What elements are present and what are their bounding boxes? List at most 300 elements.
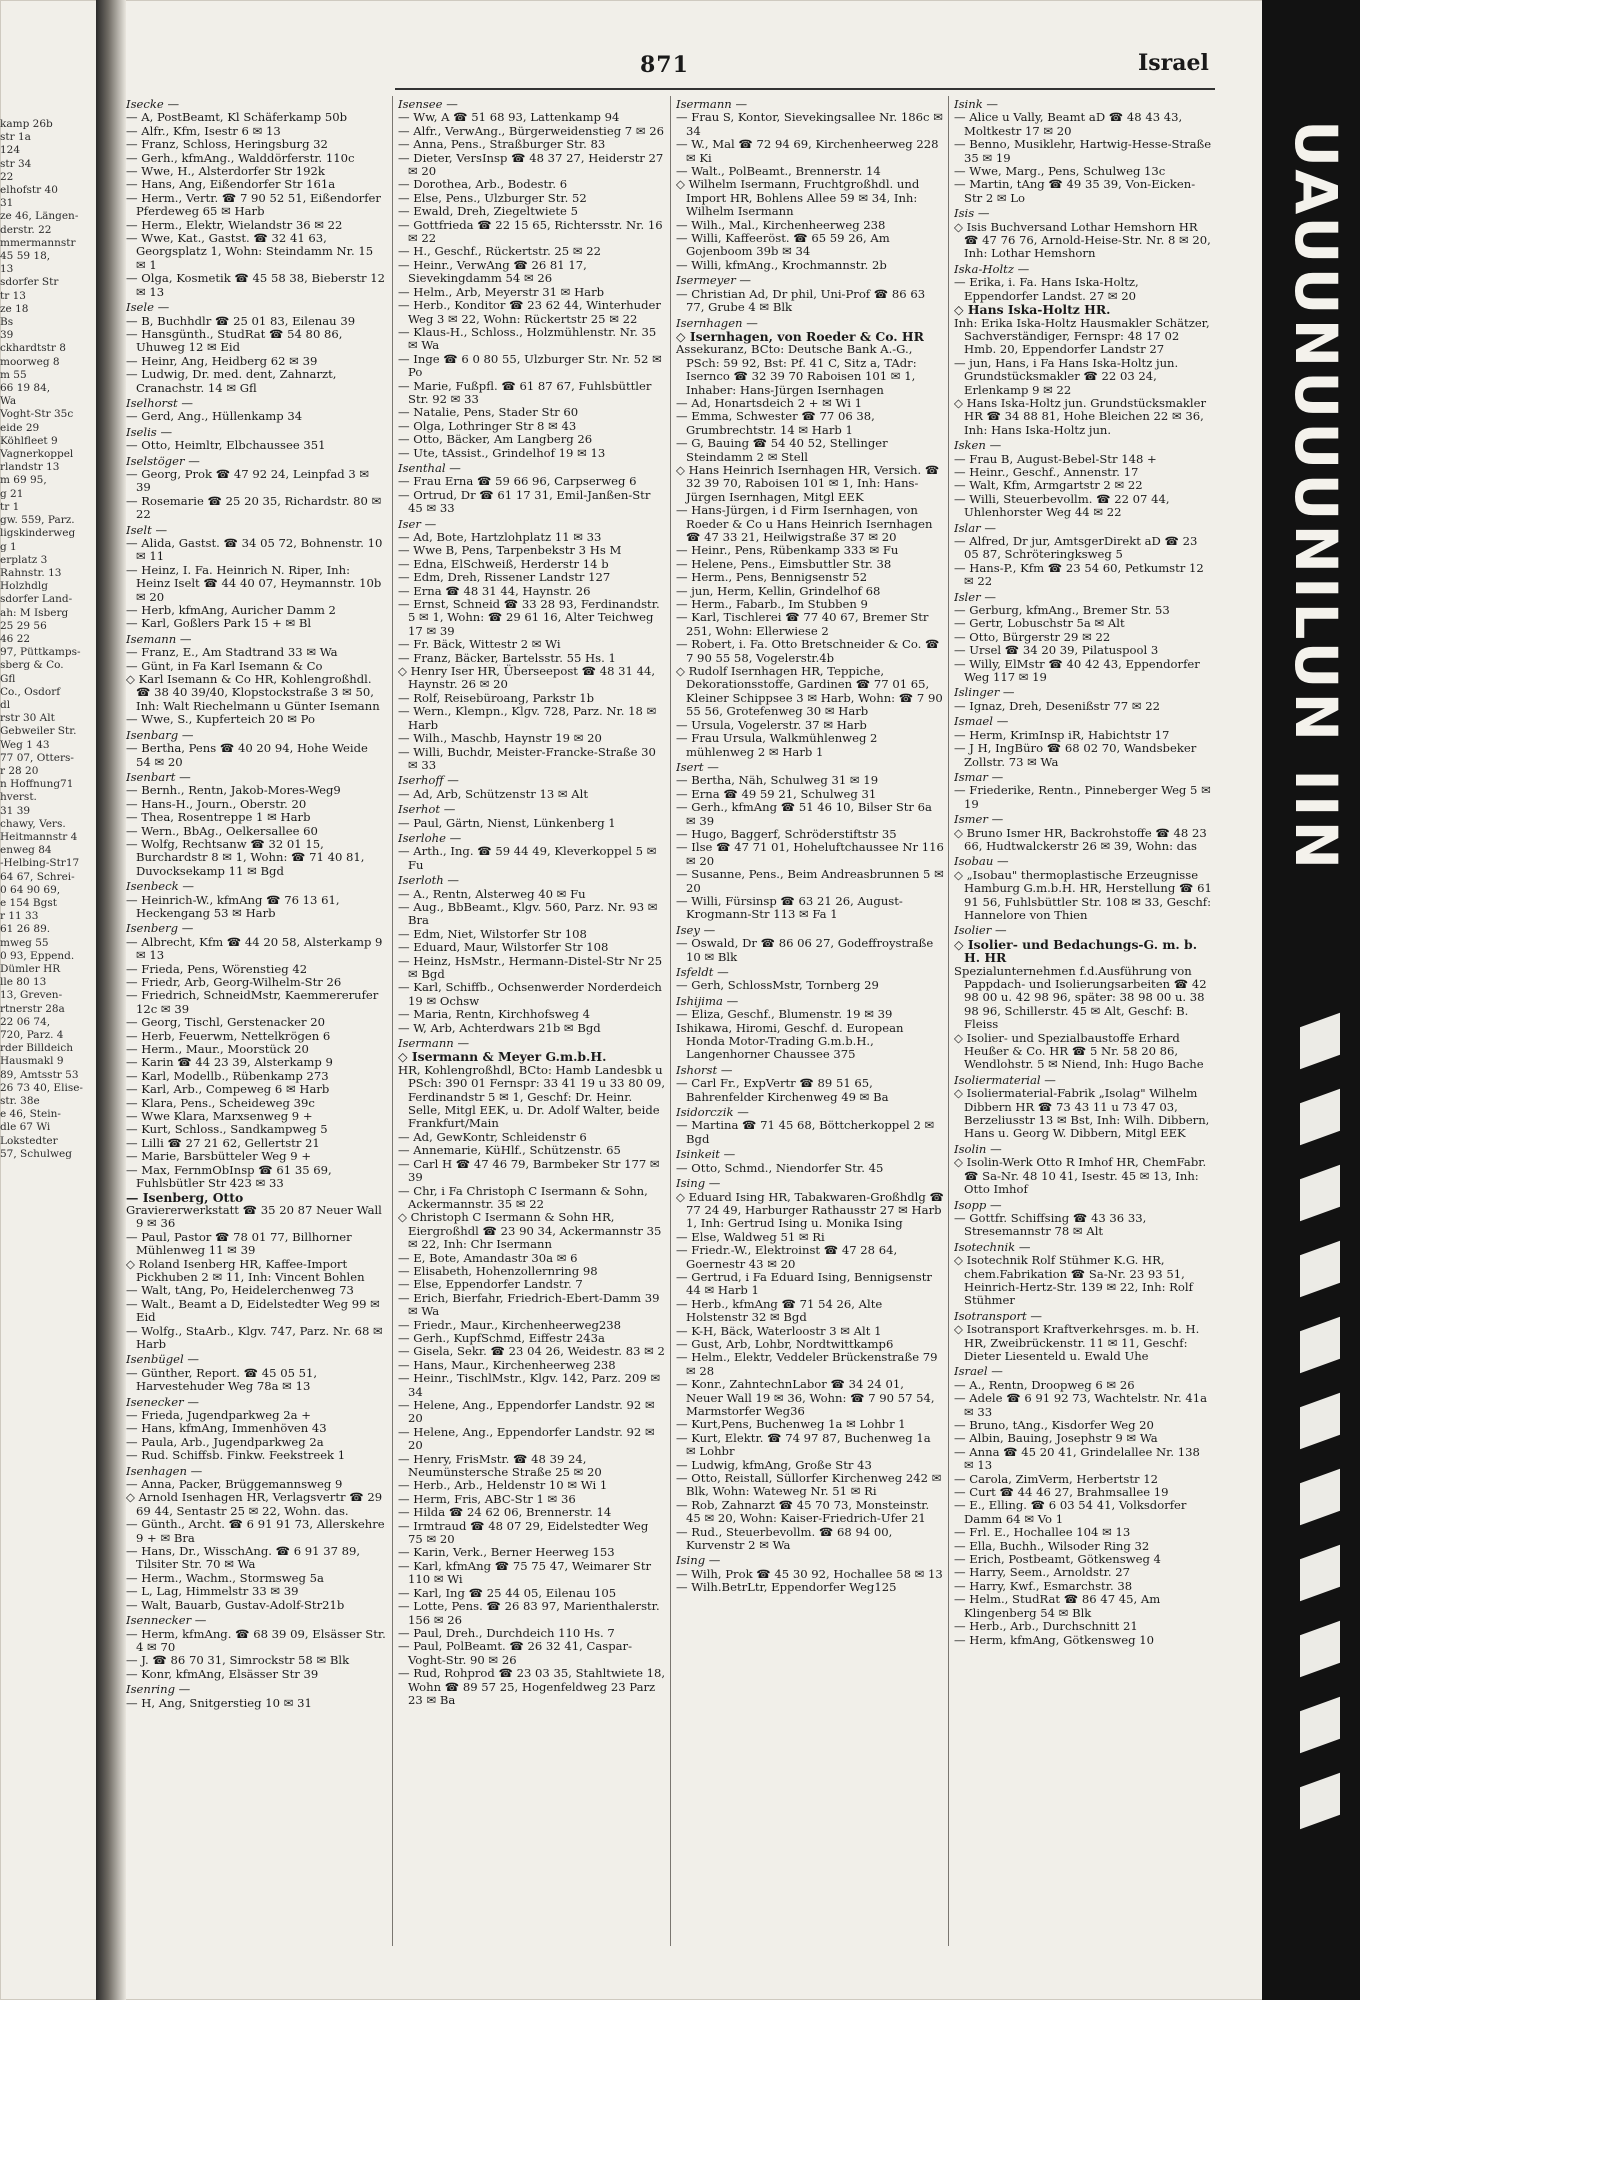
directory-entry: — Dieter, VersInsp ☎ 48 37 27, Heiderstr 27 ✉ 20 — [398, 150, 664, 179]
directory-entry: ◇ Isis Buchversand Lothar Hemshorn HR ☎ 47 76 76, Arnold-Heise-Str. Nr. 8 ✉ 20, Inh: Lothar Hemshorn — [954, 219, 1211, 261]
directory-entry: — A, PostBeamt, Kl Schäferkamp 50b — [126, 110, 348, 125]
surname-heading: Isemann — — [126, 631, 192, 646]
directory-entry: — Paula, Arb., Jugendparkweg 2a — [126, 1434, 324, 1449]
previous-page-fragment: Vagnerkoppel — [0, 448, 74, 461]
directory-entry: — Herm., Pens, Bennigsenstr 52 — [676, 570, 868, 585]
directory-entry: ◇ Karl Isemann & Co HR, Kohlengroßhdl. ☎ 38 40 39/40, Klopstockstraße 3 ✉ 50, Inh: Walt Riechelmann u Günter Isemann — [126, 672, 380, 713]
directory-entry: — Else, Eppendorfer Landstr. 7 — [398, 1277, 583, 1292]
directory-entry: — Herb., Arb., Heldenstr 10 ✉ Wi 1 — [398, 1478, 608, 1493]
directory-entry: — Franz, Bäcker, Bartelsstr. 55 Hs. 1 — [398, 650, 616, 665]
previous-page-fragment: Bs — [0, 316, 14, 329]
directory-entry: — Emma, Schwester ☎ 77 06 38, Grumbrechtstr. 14 ✉ Harb 1 — [676, 409, 875, 437]
previous-page-fragment: hverst. — [0, 791, 37, 804]
directory-entry: ◇ Hans Iska-Holtz jun. Grundstücksmakler HR ☎ 34 88 81, Hohe Bleichen 22 ✉ 36, Inh: Hans Iska-Holtz jun. — [954, 395, 1207, 437]
directory-entry: — Herm, Fris, ABC-Str 1 ✉ 36 — [398, 1491, 576, 1506]
previous-page-fragment: r 28 20 — [0, 764, 39, 777]
directory-entry: — Herm., Fabarb., Im Stubben 9 — [676, 597, 868, 612]
directory-entry: — Günt, in Fa Karl Isemann & Co — [126, 658, 323, 673]
directory-entry: — Herb., Konditor ☎ 23 62 44, Winterhuder Weg 3 ✉ 22, Wohn: Rückertstr 25 ✉ 22 — [398, 298, 661, 326]
directory-entry: — Helene, Ang., Eppendorfer Landstr. 92 ✉ 20 — [398, 1424, 655, 1453]
directory-entry: — Wolfg, Rechtsanw ☎ 32 01 15, Burchardstr 8 ✉ 1, Wohn: ☎ 71 40 81, Duvocksekamp 11 ✉ Bgd — [126, 836, 365, 878]
previous-page-fragment: derstr. 22 — [0, 223, 52, 236]
previous-page-fragment: Weg 1 43 — [0, 738, 50, 751]
directory-entry: — Albin, Bauing, Josephstr 9 ✉ Wa — [954, 1431, 1158, 1446]
directory-entry: — Ad, GewKontr, Schleidenstr 6 — [398, 1129, 587, 1144]
directory-entry: — Wilh., Maschb, Haynstr 19 ✉ 20 — [398, 731, 602, 746]
directory-entry: — Rud. Schiffsb. Finkw. Feekstreek 1 — [126, 1448, 346, 1463]
directory-entry: — Willi, Buchdr, Meister-Francke-Straße 30 ✉ 33 — [398, 744, 656, 772]
edge-mark — [1300, 1089, 1340, 1146]
previous-page-fragment: g 1 — [0, 540, 17, 553]
directory-entry: — Heinr., TischlMstr., Klgv. 142, Parz. 209 ✉ 34 — [398, 1371, 661, 1399]
directory-entry: — Karl, Goßlers Park 15 + ✉ Bl — [126, 616, 312, 631]
directory-entry: ◇ Christoph C Isermann & Sohn HR, Eiergroßhdl ☎ 23 90 34, Ackermannstr 35 ✉ 22, Inh: Chr Isermann — [398, 1210, 662, 1252]
surname-heading: Ishijima — — [676, 993, 739, 1008]
directory-entry: — Alfred, Dr jur, AmtsgerDirekt aD ☎ 23 05 87, Schröteringksweg 5 — [954, 534, 1198, 562]
previous-page-fragment: 720, Parz. 4 — [0, 1029, 64, 1042]
surname-heading: Isken — — [954, 438, 1002, 453]
directory-entry: — Gerh., kfmAng., Walddörferstr. 110c — [126, 150, 355, 165]
surname-heading: Iserloth — — [398, 873, 460, 888]
directory-entry: — Karl, Arb., Compeweg 6 ✉ Harb — [126, 1082, 330, 1097]
directory-entry: — Hans, Ang, Eißendorfer Str 161a — [126, 177, 336, 192]
directory-entry: — Frau S, Kontor, Sievekingsallee Nr. 186c ✉ 34 — [676, 110, 943, 138]
directory-entry: — Paul, Dreh., Durchdeich 110 Hs. 7 — [398, 1625, 615, 1640]
directory-entry: — Otto, Schmd., Niendorfer Str. 45 — [676, 1160, 884, 1175]
directory-entry: — Franz, Schloss, Heringsburg 32 — [126, 137, 328, 152]
surname-heading: Isenbarg — — [126, 727, 194, 742]
previous-page-fragment: n Hoffnung71 — [0, 778, 74, 791]
previous-page-fragment: dl — [0, 698, 11, 711]
previous-page-fragment: 45 59 18, — [0, 250, 51, 263]
surname-heading: Iska-Holtz — — [954, 261, 1030, 276]
previous-page-fragment: str 1a — [0, 131, 31, 144]
previous-page-fragment: enweg 84 — [0, 844, 52, 857]
directory-entry: — Olga, Lothringer Str 8 ✉ 43 — [398, 418, 577, 433]
previous-page-fragment: g 21 — [0, 487, 24, 500]
directory-entry: — Susanne, Pens., Beim Andreasbrunnen 5 ✉ 20 — [676, 867, 944, 895]
surname-heading: Isenbügel — — [126, 1352, 200, 1367]
directory-entry: — Natalie, Pens, Stader Str 60 — [398, 405, 579, 420]
surname-heading: Iser — — [398, 516, 437, 531]
previous-page-fragment: Lokstedter — [0, 1134, 58, 1147]
directory-entry: — Walt, tAng, Po, Heidelerchenweg 73 — [126, 1283, 354, 1298]
directory-entry: — Kurt, Elektr. ☎ 74 97 87, Buchenweg 1a ✉ Lohbr — [676, 1430, 931, 1459]
page-number: 871 — [640, 52, 689, 78]
directory-entry: — Heinz, HsMstr., Hermann-Distel-Str Nr 25 ✉ Bgd — [398, 953, 663, 981]
directory-entry: — Herm., Maur., Moorstück 20 — [126, 1042, 309, 1057]
previous-page-fragment: 61 26 89. — [0, 923, 51, 936]
directory-entry: — Wwe, Marg., Pens, Schulweg 13c — [954, 164, 1166, 179]
previous-page-fragment: 64 67, Schrei- — [0, 870, 75, 883]
directory-entry: — Heinrich-W., kfmAng ☎ 76 13 61, Heckengang 53 ✉ Harb — [126, 892, 340, 920]
directory-entry: — Irmtraud ☎ 48 07 29, Eidelstedter Weg 75 ✉ 20 — [398, 1518, 649, 1547]
previous-page-fragment: ckhardtstr 8 — [0, 342, 66, 355]
directory-entry: — A., Rentn, Alsterweg 40 ✉ Fu — [398, 886, 586, 901]
directory-entry: — Helene, Pens., Eimsbuttler Str. 38 — [676, 556, 892, 571]
directory-entry: — B, Buchhdlr ☎ 25 01 83, Eilenau 39 — [126, 313, 356, 328]
surname-heading: Islar — — [954, 520, 996, 535]
edge-thumb-index-text: UAUUNUUUNILUN IIN — [1282, 120, 1350, 873]
directory-entry: — Wern., Klempn., Klgv. 728, Parz. Nr. 18 ✉ Harb — [398, 704, 657, 732]
directory-entry: — Wwe, S., Kupferteich 20 ✉ Po — [126, 712, 315, 727]
directory-entry: — Günth., Archt. ☎ 6 91 91 73, Allerskehre 9 + ✉ Bra — [126, 1517, 385, 1545]
directory-entry: — Rob, Zahnarzt ☎ 45 70 73, Monsteinstr. 45 ✉ 20, Wohn: Kaiser-Friedrich-Ufer 21 — [676, 1497, 930, 1526]
directory-entry: — Ewald, Dreh, Ziegeltwiete 5 — [398, 204, 578, 219]
previous-page-fragment: Co., Osdorf — [0, 685, 61, 698]
previous-page-fragment: elhofstr 40 — [0, 184, 58, 197]
directory-entry: — Rosemarie ☎ 25 20 35, Richardstr. 80 ✉ 22 — [126, 493, 382, 522]
previous-page-fragment: Wa — [0, 395, 17, 408]
previous-page-fragment: Dümler HR — [0, 963, 61, 975]
edge-thumb-marks — [1300, 1020, 1340, 1880]
directory-entry: — Helene, Ang., Eppendorfer Landstr. 92 ✉ 20 — [398, 1398, 655, 1426]
directory-entry: — Heinr., Pens, Rübenkamp 333 ✉ Fu — [676, 543, 899, 558]
surname-heading: Isey — — [676, 922, 716, 937]
previous-page-fragment: 0 93, Eppend. — [0, 949, 75, 962]
directory-entry: — Otto, Heimltr, Elbchaussee 351 — [126, 438, 326, 453]
directory-entry: — Gertrud, i Fa Eduard Ising, Bennigsenstr 44 ✉ Harb 1 — [676, 1269, 932, 1298]
previous-page-fragment: ze 46, Längen- — [0, 210, 79, 223]
directory-entry: — Henry, FrisMstr. ☎ 48 39 24, Neumünstersche Straße 25 ✉ 20 — [398, 1451, 602, 1480]
firm-entry-bold: ◇ Isernhagen, von Roeder & Co. HR — [676, 328, 924, 344]
directory-entry: — Paul, Pastor ☎ 78 01 77, Billhorner Mühlenweg 11 ✉ 39 — [126, 1229, 352, 1258]
directory-entry: — Marie, Fußpfl. ☎ 61 87 67, Fuhlsbüttler Str. 92 ✉ 33 — [398, 378, 652, 406]
previous-page-fragment: tr 13 — [0, 289, 26, 302]
directory-entry: — Gertr, Lobuschstr 5a ✉ Alt — [954, 616, 1125, 631]
directory-entry: — Ad, Arb, Schützenstr 13 ✉ Alt — [398, 786, 589, 801]
directory-entry: — Rolf, Reisebüroang, Parkstr 1b — [398, 690, 595, 705]
directory-entry: — Walt., Beamt a D, Eidelstedter Weg 99 ✉ Eid — [126, 1296, 380, 1325]
previous-page-fragment: Gfl — [0, 672, 16, 685]
directory-entry: — Heinz, I. Fa. Heinrich N. Riper, Inh: Heinz Iselt ☎ 44 40 07, Heymannstr. 10b ✉ 20 — [126, 562, 382, 604]
directory-entry: — Herm., Elektr, Wielandstr 36 ✉ 22 — [126, 217, 343, 232]
directory-entry: — Karl, Schiffb., Ochsenwerder Norderdeich 19 ✉ Ochsw — [398, 980, 662, 1008]
surname-heading: Iselis — — [126, 424, 173, 439]
directory-entry: — jun, Hans, i Fa Hans Iska-Holtz jun. Grundstücksmakler ☎ 22 03 24, Erlenkamp 9 ✉ 22 — [954, 355, 1179, 397]
previous-page-fragment: chawy, Vers. — [0, 817, 66, 830]
surname-heading: Isoliermaterial — — [954, 1072, 1056, 1087]
previous-page-fragment: moorweg 8 — [0, 355, 60, 368]
directory-entry: ◇ Wilhelm Isermann, Fruchtgroßhdl. und Import HR, Bohlens Allee 59 ✉ 34, Inh: Wilhelm Isermann — [676, 177, 920, 219]
directory-entry: — Adele ☎ 6 91 92 73, Wachtelstr. Nr. 41a ✉ 33 — [954, 1391, 1208, 1419]
previous-page-fragment: tr 1 — [0, 500, 20, 513]
directory-entry: — Christian Ad, Dr phil, Uni-Prof ☎ 86 63 77, Grube 4 ✉ Blk — [676, 286, 926, 315]
previous-page-fragment: e 154 Bgst — [0, 896, 57, 909]
surname-heading: Iselstöger — — [126, 453, 200, 468]
directory-entry: — Günther, Report. ☎ 45 05 51, Harvestehuder Weg 78a ✉ 13 — [126, 1365, 318, 1394]
previous-page-fragment: lle 80 13 — [0, 976, 47, 989]
directory-entry: ◇ Isotechnik Rolf Stühmer K.G. HR, chem.Fabrikation ☎ Sa-Nr. 23 93 51, Heinrich-Hertz-Str. 139 ✉ 22, Inh: Rolf Stühmer — [954, 1253, 1193, 1308]
directory-entry: — Hilda ☎ 24 62 06, Brennerstr. 14 — [398, 1505, 612, 1520]
directory-entry: Spezialunternehmen f.d.Ausführung von Pappdach- und Isolierungsarbeiten ☎ 42 98 00 u. 42 98 96, später: 38 98 00 u. 38 98 96, Schillerstr. 45 ✉ Alt, Geschf: B. Fleiss — [954, 963, 1207, 1032]
directory-entry: — Ursel ☎ 34 20 39, Pilatuspool 3 — [954, 643, 1159, 658]
directory-entry: — Franz, E., Am Stadtrand 33 ✉ Wa — [126, 645, 338, 660]
directory-entry: — Paul, PolBeamt. ☎ 26 32 41, Caspar-Voght-Str. 90 ✉ 26 — [398, 1639, 633, 1667]
directory-entry: — Erna ☎ 48 31 44, Haynstr. 26 — [398, 583, 591, 598]
surname-heading: Ising — — [676, 1176, 721, 1191]
surname-heading: Ismael — — [954, 714, 1009, 729]
directory-entry: — Heinr., VerwAng ☎ 26 81 17, Sievekingdamm 54 ✉ 26 — [398, 257, 587, 286]
directory-entry: — Hans, kfmAng, Immenhöven 43 — [126, 1421, 327, 1436]
previous-page-fragment: 39 — [0, 329, 14, 342]
directory-entry: — Friedr., Maur., Kirchenheerweg238 — [398, 1317, 622, 1332]
surname-heading: Isennecker — — [126, 1613, 207, 1628]
directory-entry: — Else, Pens., Ulzburger Str. 52 — [398, 190, 587, 205]
directory-entry: — Maria, Rentn, Kirchhofsweg 4 — [398, 1007, 590, 1022]
previous-page-fragment: 22 — [0, 170, 14, 183]
edge-mark — [1300, 1013, 1340, 1070]
directory-entry: — Inge ☎ 6 0 80 55, Ulzburger Str. Nr. 52 ✉ Po — [398, 351, 662, 380]
directory-entry: — Herm., Vertr. ☎ 7 90 52 51, Eißendorfer Pferdeweg 65 ✉ Harb — [126, 190, 381, 219]
directory-entry: — Karl, Modellb., Rübenkamp 273 — [126, 1068, 329, 1083]
directory-entry: — Erich, Postbeamt, Götkensweg 4 — [954, 1552, 1161, 1567]
previous-page-fragment: Köhlfleet 9 — [0, 434, 58, 447]
column-divider — [948, 96, 949, 1946]
directory-entry: — E., Elling. ☎ 6 03 54 41, Volksdorfer Damm 64 ✉ Vo 1 — [954, 1498, 1187, 1526]
previous-page-fragment: Hausmakl 9 — [0, 1055, 64, 1068]
directory-entry: — Wilh, Prok ☎ 45 30 92, Hochallee 58 ✉ 13 — [676, 1566, 943, 1581]
surname-heading: Ismar — — [954, 769, 1004, 784]
directory-entry: — Aug., BbBeamt., Klgv. 560, Parz. Nr. 93 ✉ Bra — [398, 899, 658, 928]
directory-entry: — Herm, kfmAng, Götkensweg 10 — [954, 1632, 1154, 1647]
directory-entry: — Karl, Ing ☎ 25 44 05, Eilenau 105 — [398, 1585, 617, 1600]
directory-entry: — H, Ang, Snitgerstieg 10 ✉ 31 — [126, 1695, 312, 1710]
previous-page-fragment: 31 — [0, 197, 14, 210]
surname-heading: Isermeyer — — [676, 273, 752, 288]
directory-entry: — W., Mal ☎ 72 94 69, Kirchenheerweg 228 ✉ Ki — [676, 137, 939, 165]
directory-entry: — G, Bauing ☎ 54 40 52, Stellinger Steindamm 2 ✉ Stell — [676, 436, 888, 464]
directory-entry: — Hans, Maur., Kirchenheerweg 238 — [398, 1357, 616, 1372]
directory-entry: — Elisabeth, Hohenzollernring 98 — [398, 1263, 598, 1278]
directory-entry: — Wilh., Mal., Kirchenheerweg 238 — [676, 217, 886, 232]
previous-page-fragment: rlandstr 13 — [0, 461, 60, 474]
directory-entry: — Robert, i. Fa. Otto Bretschneider & Co. ☎ 7 90 55 58, Vogelerstr.4b — [676, 637, 940, 665]
directory-entry: — Walt., PolBeamt., Brennerstr. 14 — [676, 164, 881, 179]
directory-entry: — jun, Herm, Kellin, Grindelhof 68 — [676, 583, 881, 598]
directory-entry: — Herm, KrimInsp iR, Habichtstr 17 — [954, 727, 1170, 742]
directory-entry: — Ludwig, kfmAng, Große Str 43 — [676, 1457, 872, 1472]
firm-entry-bold: ◇ Hans Iska-Holtz HR. — [954, 302, 1111, 318]
directory-entry: — Hans-H., Journ., Oberstr. 20 — [126, 796, 307, 811]
surname-heading: Isotechnik — — [954, 1239, 1031, 1254]
previous-page-fragment: ze 18 — [0, 302, 29, 315]
surname-heading: Isenring — — [126, 1682, 191, 1697]
column-divider — [670, 96, 671, 1946]
directory-entry: — Helm., Arb, Meyerstr 31 ✉ Harb — [398, 284, 605, 299]
directory-entry: — Annemarie, KüHlf., Schützenstr. 65 — [398, 1143, 621, 1158]
directory-entry: — Ute, tAssist., Grindelhof 19 ✉ 13 — [398, 445, 606, 460]
previous-page-fragment: 124 — [0, 144, 21, 157]
directory-entry: ◇ Roland Isenberg HR, Kaffee-Import Pickhuben 2 ✉ 11, Inh: Vincent Bohlen — [126, 1256, 365, 1284]
directory-entry: — Otto, Reistall, Süllorfer Kirchenweg 242 ✉ Blk, Wohn: Wateweg Nr. 51 ✉ Ri — [676, 1471, 942, 1499]
directory-entry: — Rud, Rohprod ☎ 23 03 35, Stahltwiete 18, Wohn ☎ 89 57 25, Hogenfeldweg 23 Parz 23 ✉ Ba — [398, 1666, 666, 1707]
directory-entry: — Klara, Pens., Scheideweg 39c — [126, 1095, 315, 1110]
directory-entry: — Wolfg., StaArb., Klgv. 747, Parz. Nr. 68 ✉ Harb — [126, 1323, 383, 1351]
directory-entry: — Curt ☎ 44 46 27, Brahmsallee 19 — [954, 1485, 1169, 1500]
previous-page-fragment: 26 73 40, Elise- — [0, 1081, 83, 1094]
directory-column-1 — [126, 96, 386, 1996]
directory-entry: — Anna ☎ 45 20 41, Grindelallee Nr. 138 ✉ 13 — [954, 1444, 1200, 1473]
directory-entry: — Willi, Steuerbevollm. ☎ 22 07 44, Uhlenhorster Weg 44 ✉ 22 — [954, 491, 1170, 520]
directory-entry: — Gottfr. Schiffsing ☎ 43 36 33, Stresemannstr 78 ✉ Alt — [954, 1210, 1147, 1239]
directory-entry: — Anna, Packer, Brüggemannsweg 9 — [126, 1477, 343, 1492]
directory-entry: — Willi, kfmAng., Krochmannstr. 2b — [676, 257, 887, 272]
directory-entry: — Ilse ☎ 47 71 01, Hoheluftchaussee Nr 116 ✉ 20 — [676, 840, 944, 868]
surname-heading: Iselhorst — — [126, 395, 193, 410]
directory-entry: — Wilh.BetrLtr, Eppendorfer Weg125 — [676, 1580, 897, 1595]
previous-page-fragment: m 69 95, — [0, 474, 47, 487]
previous-page-fragment: 46 22 — [0, 632, 31, 645]
directory-entry: — Helm., Elektr, Veddeler Brückenstraße 79 ✉ 28 — [676, 1350, 938, 1378]
directory-entry: — Ad, Honartsdeich 2 + ✉ Wi 1 — [676, 395, 863, 410]
directory-entry: Assekuranz, BCto: Deutsche Bank A.-G., PSch: 59 92, Bst: Pf. 41 C, Sitz a, TAdr: Isernco ☎ 32 39 70 Raboisen 101 ✉ 1, Inhaber: Hans-Jürgen Isernhagen — [676, 342, 917, 397]
surname-heading: Islinger — — [954, 685, 1015, 700]
firm-entry-bold: — Isenberg, Otto — [126, 1189, 244, 1205]
edge-mark — [1300, 1545, 1340, 1602]
previous-page-fragment: e 46, Stein- — [0, 1108, 61, 1121]
directory-entry: — Otto, Bäcker, Am Langberg 26 — [398, 432, 593, 447]
directory-entry: — Friederike, Rentn., Pinneberger Weg 5 ✉ 19 — [954, 783, 1211, 811]
surname-heading: Isotransport — — [954, 1308, 1042, 1323]
surname-heading: Iserhoff — — [398, 773, 459, 788]
directory-entry: ◇ Hans Heinrich Isernhagen HR, Versich. ☎ 32 39 70, Raboisen 101 ✉ 1, Inh: Hans-Jürgen Isernhagen, Mitgl EEK — [676, 462, 940, 504]
directory-entry: ◇ Isotransport Kraftverkehrsges. m. b. H. HR, Zweibrückenstr. 11 ✉ 11, Geschf: Dieter Liesenteld u. Ewald Uhe — [954, 1322, 1200, 1363]
directory-entry: — Karin, Verk., Berner Heerweg 153 — [398, 1545, 615, 1560]
directory-column-3 — [676, 96, 944, 1996]
directory-entry: — Alida, Gastst. ☎ 34 05 72, Bohnenstr. 10 ✉ 11 — [126, 536, 383, 564]
previous-page-fragment: Gebweiler Str. — [0, 725, 77, 738]
directory-entry: — Ignaz, Dreh, Desenißstr 77 ✉ 22 — [954, 698, 1160, 713]
directory-entry: — Olga, Kosmetik ☎ 45 58 38, Bieberstr 12 ✉ 13 — [126, 271, 386, 299]
firm-entry-bold: ◇ Isolier- und Bedachungs-G. m. b. H. HR — [954, 936, 1198, 966]
directory-entry: — Hugo, Baggerf, Schröderstiftstr 35 — [676, 826, 897, 841]
directory-entry: — Ernst, Schneid ☎ 33 28 93, Ferdinandstr. 5 ✉ 1, Wohn: ☎ 29 61 16, Alter Teichweg 17 ✉ 39 — [398, 597, 660, 638]
directory-entry: — Willy, ElMstr ☎ 40 42 43, Eppendorfer Weg 117 ✉ 19 — [954, 656, 1200, 685]
directory-entry: — Herb, kfmAng, Auricher Damm 2 — [126, 603, 336, 618]
directory-entry: — Frl. E., Hochallee 104 ✉ 13 — [954, 1525, 1131, 1540]
directory-entry: — Hans-P., Kfm ☎ 23 54 60, Petkumstr 12 ✉ 22 — [954, 560, 1204, 589]
directory-entry: — Edm, Niet, Wilstorfer Str 108 — [398, 926, 587, 941]
surname-heading: Iserhot — — [398, 802, 456, 817]
directory-entry: — Ludwig, Dr. med. dent, Zahnarzt, Cranachstr. 14 ✉ Gfl — [126, 367, 337, 395]
previous-page-fragment: Holzhdlg — [0, 580, 48, 593]
surname-heading: Iselt — — [126, 522, 168, 537]
directory-entry: — Alfr., VerwAng., Bürgerweidenstieg 7 ✉ 26 — [398, 123, 665, 138]
directory-entry: — Gisela, Sekr. ☎ 23 04 26, Weidestr. 83 ✉ 2 — [398, 1344, 665, 1359]
edge-mark — [1300, 1393, 1340, 1450]
surname-heading: Isidorczik — — [676, 1105, 749, 1120]
directory-entry: — Edna, ElSchweiß, Herderstr 14 b — [398, 556, 609, 571]
directory-entry: — Walt, Kfm, Armgartstr 2 ✉ 22 — [954, 478, 1143, 493]
directory-entry: — A., Rentn, Droopweg 6 ✉ 26 — [954, 1377, 1135, 1392]
directory-entry: — Herb, Feuerwm, Nettelkrögen 6 — [126, 1028, 331, 1043]
directory-entry: — Kurt,Pens, Buchenweg 1a ✉ Lohbr 1 — [676, 1417, 906, 1432]
directory-entry: — Carl Fr., ExpVertr ☎ 89 51 65, Bahrenfelder Kirchenweg 49 ✉ Ba — [676, 1076, 889, 1104]
edge-mark — [1300, 1773, 1340, 1830]
directory-entry: — Frieda, Pens, Wörenstieg 42 — [126, 961, 308, 976]
directory-entry: — Frau B, August-Bebel-Str 148 + — [954, 451, 1157, 466]
previous-page-fragment: 0 64 90 69, — [0, 883, 61, 896]
directory-entry: ◇ Isolin-Werk Otto R Imhof HR, ChemFabr. ☎ Sa-Nr. 48 10 41, Isestr. 45 ✉ 13, Inh: Otto Imhof — [954, 1155, 1207, 1197]
directory-entry: — Hansgünth., StudRat ☎ 54 80 86, Uhuweg 12 ✉ Eid — [126, 326, 343, 355]
previous-page-fragment: sdorfer Land- — [0, 593, 73, 606]
directory-entry: — Gust, Arb, Lohbr, Nordtwittkamp6 — [676, 1336, 894, 1351]
directory-entry: — Harry, Seem., Arnoldstr. 27 — [954, 1565, 1130, 1580]
previous-page-fragment: erplatz 3 — [0, 553, 48, 566]
directory-entry: — Erich, Bierfahr, Friedrich-Ebert-Damm 39 ✉ Wa — [398, 1290, 660, 1319]
directory-entry: — Ww, A ☎ 51 68 93, Lattenkamp 94 — [398, 110, 620, 125]
directory-entry: — Max, FernmObInsp ☎ 61 35 69, Fuhlsbütler Str 423 ✉ 33 — [126, 1162, 332, 1191]
directory-entry: — Paul, Gärtn, Nienst, Lünkenberg 1 — [398, 815, 616, 830]
directory-entry: — Wwe, Kat., Gastst. ☎ 32 41 63, Georgsplatz 1, Wohn: Steindamm Nr. 15 ✉ 1 — [126, 231, 374, 272]
edge-mark — [1300, 1621, 1340, 1678]
directory-entry: — Konr., ZahntechnLabor ☎ 34 24 01, Neuer Wall 19 ✉ 36, Wohn: ☎ 7 90 57 54, Marmstorfer Weg36 — [676, 1377, 935, 1418]
directory-entry: — Karl, kfmAng ☎ 75 75 47, Weimarer Str 110 ✉ Wi — [398, 1558, 652, 1587]
directory-entry: — Lilli ☎ 27 21 62, Gellertstr 21 — [126, 1135, 320, 1150]
previous-page-fragment: mweg 55 — [0, 936, 49, 949]
directory-entry: — Klaus-H., Schloss., Holzmühlenstr. Nr. 35 ✉ Wa — [398, 324, 657, 353]
directory-entry: — Edm, Dreh, Rissener Landstr 127 — [398, 570, 611, 585]
previous-page-fragment: -Helbing-Str17 — [0, 857, 80, 870]
directory-entry: — Oswald, Dr ☎ 86 06 27, Godeffroystraße 10 ✉ Blk — [676, 936, 934, 964]
surname-heading: Isenbeck — — [126, 879, 194, 894]
previous-page-fragment: dle 67 Wi — [0, 1121, 51, 1134]
directory-entry: — Hans-Jürgen, i d Firm Isernhagen, von Roeder & Co u Hans Heinrich Isernhagen ☎ 47 33 21, Heilwigstraße 37 ✉ 20 — [676, 503, 933, 544]
directory-entry: — Frau Ursula, Walkmühlenweg 2 mühlenweg 2 ✉ Harb 1 — [676, 731, 878, 759]
surname-heading: Isenecker — — [126, 1394, 199, 1409]
previous-page-fragment: mmermannstr — [0, 236, 76, 249]
directory-entry: — Ad, Bote, Hartzlohplatz 11 ✉ 33 — [398, 530, 602, 544]
surname-heading: Isink — — [954, 97, 999, 111]
previous-page-fragment: str 34 — [0, 157, 32, 170]
previous-page-fragment: str. 38e — [0, 1095, 40, 1108]
directory-entry: ◇ Arnold Isenhagen HR, Verlagsvertr ☎ 29 69 44, Sentastr 25 ✉ 22, Wohn. das. — [126, 1490, 383, 1518]
surname-heading: Isermann — — [676, 97, 748, 111]
directory-entry: — W, Arb, Achterdwars 21b ✉ Bgd — [398, 1020, 601, 1035]
previous-page-fragment: gw. 559, Parz. — [0, 514, 75, 527]
directory-entry: — Friedrich, SchneidMstr, Kaemmererufer 12c ✉ 39 — [126, 988, 379, 1016]
surname-heading: Ising — — [676, 1553, 721, 1568]
surname-heading: Isert — — [676, 759, 719, 774]
surname-heading: Isensee — — [398, 97, 458, 111]
directory-entry: — Thea, Rosentreppe 1 ✉ Harb — [126, 810, 311, 825]
previous-page-fragment: eide 29 — [0, 421, 40, 434]
directory-entry: — K-H, Bäck, Waterloostr 3 ✉ Alt 1 — [676, 1323, 882, 1338]
directory-entry: — Friedr.-W., Elektroinst ☎ 47 28 64, Goernestr 43 ✉ 20 — [676, 1243, 898, 1271]
directory-entry: — Gerd, Ang., Hüllenkamp 34 — [126, 409, 303, 424]
directory-entry: — Wwe Klara, Marxsenweg 9 + — [126, 1109, 313, 1124]
directory-entry: — Walt, Bauarb, Gustav-Adolf-Str21b — [126, 1597, 345, 1612]
directory-entry: — Gerh., KupfSchmd, Eiffestr 243a — [398, 1330, 605, 1345]
directory-entry: — Else, Waldweg 51 ✉ Ri — [676, 1229, 825, 1244]
previous-page-fragment: ah: M Isberg — [0, 606, 69, 619]
surname-heading: Isolin — — [954, 1141, 1002, 1156]
previous-page-fragment: 97, Püttkamps- — [0, 646, 81, 659]
firm-entry-bold: ◇ Isermann & Meyer G.m.b.H. — [398, 1049, 607, 1065]
surname-heading: Isenbart — — [126, 769, 191, 784]
previous-page-fragment: 89, Amtsstr 53 — [0, 1068, 79, 1081]
edge-mark — [1300, 1697, 1340, 1754]
previous-page-fragment: 66 19 84, — [0, 382, 51, 395]
surname-heading: Isenberg — — [126, 921, 194, 936]
surname-heading: Isler — — [954, 589, 996, 604]
surname-heading: Ishorst — — [676, 1062, 733, 1077]
surname-heading: Isenthal — — [398, 460, 461, 475]
directory-entry: — Alice u Vally, Beamt aD ☎ 48 43 43, Moltkestr 17 ✉ 20 — [954, 110, 1183, 138]
directory-entry: — Karl, Tischlerei ☎ 77 40 67, Bremer Str 251, Wohn: Ellerwiese 2 — [676, 610, 929, 638]
previous-page-fragment: 77 07, Otters- — [0, 751, 74, 764]
